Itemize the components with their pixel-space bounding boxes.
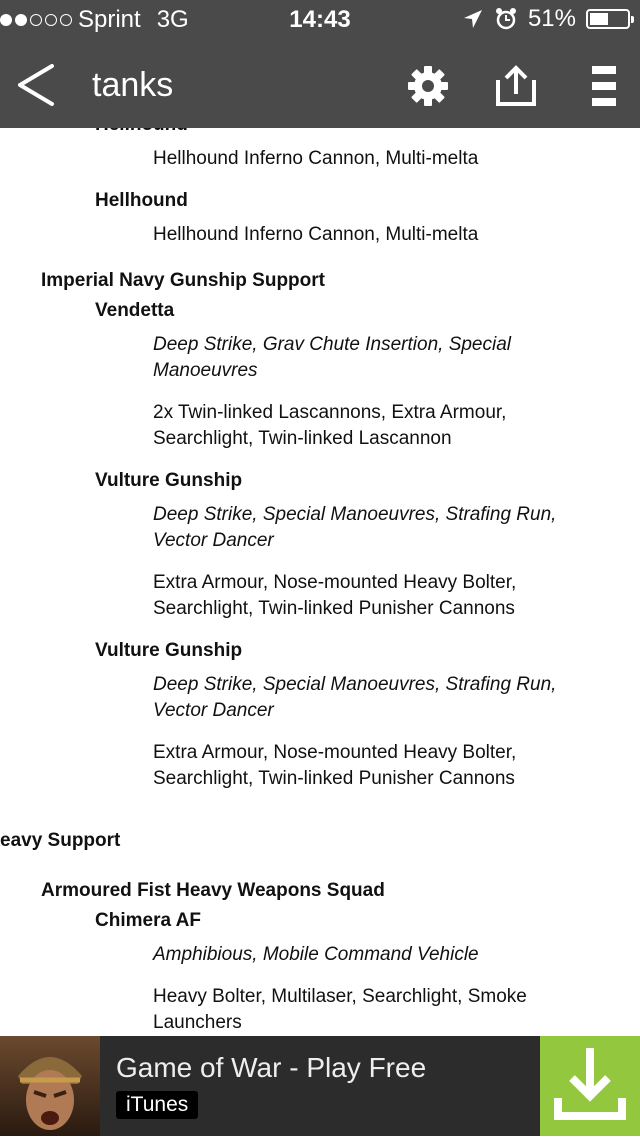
wargear-text: Searchlight, Twin-linked Punisher Cannons xyxy=(153,598,515,619)
wargear-text: Hellhound Inferno Cannon, Multi-melta xyxy=(153,224,479,245)
wargear-text: Hellhound Inferno Cannon, Multi-melta xyxy=(153,148,479,169)
unit-name: Hellhound xyxy=(95,190,188,211)
unit-name: Vulture Gunship xyxy=(95,640,243,661)
wargear-text: Heavy Bolter, Multilaser, Searchlight, Smoke xyxy=(153,986,527,1007)
download-icon xyxy=(540,1036,640,1136)
alarm-icon xyxy=(494,7,518,31)
game-warrior-icon[interactable] xyxy=(0,1036,100,1136)
battery-fill xyxy=(590,13,608,25)
page-title: tanks xyxy=(92,66,174,104)
document-content xyxy=(0,128,640,1036)
ad-title[interactable]: Game of War - Play Free xyxy=(116,1052,427,1083)
menu-icon[interactable] xyxy=(582,64,626,108)
nav-bar xyxy=(0,40,640,128)
special-rules-text: Deep Strike, Grav Chute Insertion, Special xyxy=(153,334,512,355)
section-heading: Imperial Navy Gunship Support xyxy=(41,270,325,291)
section-heading: eavy Support xyxy=(0,830,121,851)
special-rules-text: Deep Strike, Special Manoeuvres, Strafing Run, xyxy=(153,504,557,525)
wargear-text: Searchlight, Twin-linked Punisher Cannons xyxy=(153,768,515,789)
unit-name: Vulture Gunship xyxy=(95,470,243,491)
clock: 14:43 xyxy=(289,6,351,33)
special-rules-text: Vector Dancer xyxy=(153,700,274,721)
section-heading: Armoured Fist Heavy Weapons Squad xyxy=(41,880,385,901)
unit-name: Chimera AF xyxy=(95,910,201,931)
location-arrow-icon xyxy=(462,8,484,30)
wargear-text: Searchlight, Twin-linked Lascannon xyxy=(153,428,452,449)
status-right xyxy=(462,5,630,33)
carrier-name: Sprint xyxy=(78,6,141,33)
battery-icon xyxy=(586,9,630,29)
header xyxy=(0,0,640,128)
wargear-text: Launchers xyxy=(153,1012,242,1033)
gear-icon[interactable] xyxy=(406,64,450,108)
special-rules-text: Deep Strike, Special Manoeuvres, Strafing Run, xyxy=(153,674,557,695)
unit-name: Vendetta xyxy=(95,300,175,321)
battery-percent: 51% xyxy=(527,5,576,32)
wargear-text: 2x Twin-linked Lascannons, Extra Armour, xyxy=(153,402,507,423)
download-button[interactable] xyxy=(540,1036,640,1136)
back-icon[interactable] xyxy=(14,62,60,108)
special-rules-text: Amphibious, Mobile Command Vehicle xyxy=(153,944,479,965)
wargear-text: Extra Armour, Nose-mounted Heavy Bolter, xyxy=(153,572,517,593)
network-type: 3G xyxy=(156,6,189,33)
ad-banner[interactable] xyxy=(0,1036,640,1136)
itunes-badge: iTunes xyxy=(116,1091,198,1119)
share-icon[interactable] xyxy=(494,64,538,108)
special-rules-text: Vector Dancer xyxy=(153,530,274,551)
wargear-text: Extra Armour, Nose-mounted Heavy Bolter, xyxy=(153,742,517,763)
status-bar xyxy=(0,0,640,40)
special-rules-text: Manoeuvres xyxy=(153,360,258,381)
